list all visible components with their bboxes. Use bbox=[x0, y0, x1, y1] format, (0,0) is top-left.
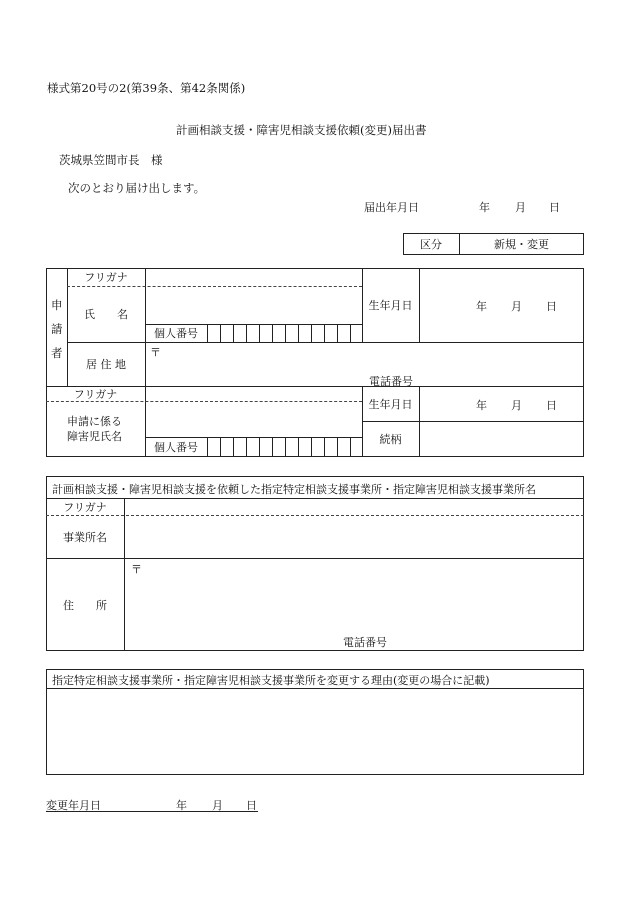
office-phone-label: 電話番号 bbox=[343, 636, 387, 649]
applicant-birth-month: 月 bbox=[511, 300, 522, 313]
child-name-label: 申請に係る 障害児氏名 bbox=[67, 415, 122, 443]
applicant-furigana-label: フリガナ bbox=[84, 271, 128, 284]
office-postal-mark: 〒 bbox=[131, 563, 142, 576]
office-table bbox=[46, 476, 584, 651]
child-birth-day: 日 bbox=[546, 399, 557, 412]
child-birth-year: 年 bbox=[476, 399, 487, 412]
submit-day-label: 日 bbox=[549, 201, 560, 214]
reason-textarea[interactable] bbox=[47, 690, 583, 774]
change-date-label: 変更年月日 bbox=[46, 799, 101, 812]
office-header: 計画相談支援・障害児相談支援を依頼した指定特定相談支援事業所・指定障害児相談支援事業所名 bbox=[52, 483, 536, 496]
page-title: 計画相談支援・障害児相談支援依頼(変更)届出書 bbox=[176, 123, 427, 137]
child-furigana-label: フリガナ bbox=[73, 387, 118, 401]
applicant-address-label: 居 住 地 bbox=[86, 358, 126, 371]
change-year-label: 年 bbox=[176, 799, 187, 812]
office-furigana-label: フリガナ bbox=[63, 500, 107, 514]
category-label: 区分 bbox=[420, 238, 442, 251]
change-month-label: 月 bbox=[212, 799, 223, 812]
submit-date-label: 届出年月日 bbox=[364, 201, 419, 214]
applicant-personal-number-label: 個人番号 bbox=[154, 327, 198, 340]
applicant-name-label: 氏 名 bbox=[84, 308, 128, 321]
submit-month-label: 月 bbox=[515, 201, 526, 214]
child-personal-number-label: 個人番号 bbox=[154, 441, 198, 454]
reason-header: 指定特定相談支援事業所・指定障害児相談支援事業所を変更する理由(変更の場合に記載) bbox=[52, 674, 490, 687]
applicant-birth-day: 日 bbox=[546, 300, 557, 313]
applicant-postal-mark: 〒 bbox=[150, 346, 161, 359]
applicant-birth-label: 生年月日 bbox=[368, 299, 413, 312]
office-name-label: 事業所名 bbox=[63, 530, 107, 544]
child-relationship-label: 続柄 bbox=[379, 433, 402, 446]
office-address-label: 住 所 bbox=[63, 598, 107, 612]
intro-text: 次のとおり届け出します。 bbox=[68, 181, 206, 195]
submit-year-label: 年 bbox=[479, 201, 490, 214]
form-number: 様式第20号の2(第39条、第42条関係) bbox=[47, 81, 246, 95]
child-birth-label: 生年月日 bbox=[368, 397, 413, 411]
addressee: 茨城県笠間市長 様 bbox=[59, 153, 163, 167]
applicant-birth-year: 年 bbox=[476, 300, 487, 313]
category-value[interactable]: 新規・変更 bbox=[494, 238, 549, 251]
change-day-label: 日 bbox=[246, 799, 257, 812]
applicant-phone-label: 電話番号 bbox=[369, 375, 413, 388]
child-birth-month: 月 bbox=[511, 399, 522, 412]
change-date-row bbox=[46, 797, 258, 812]
applicant-side-label: 申 請 者 bbox=[51, 298, 63, 360]
